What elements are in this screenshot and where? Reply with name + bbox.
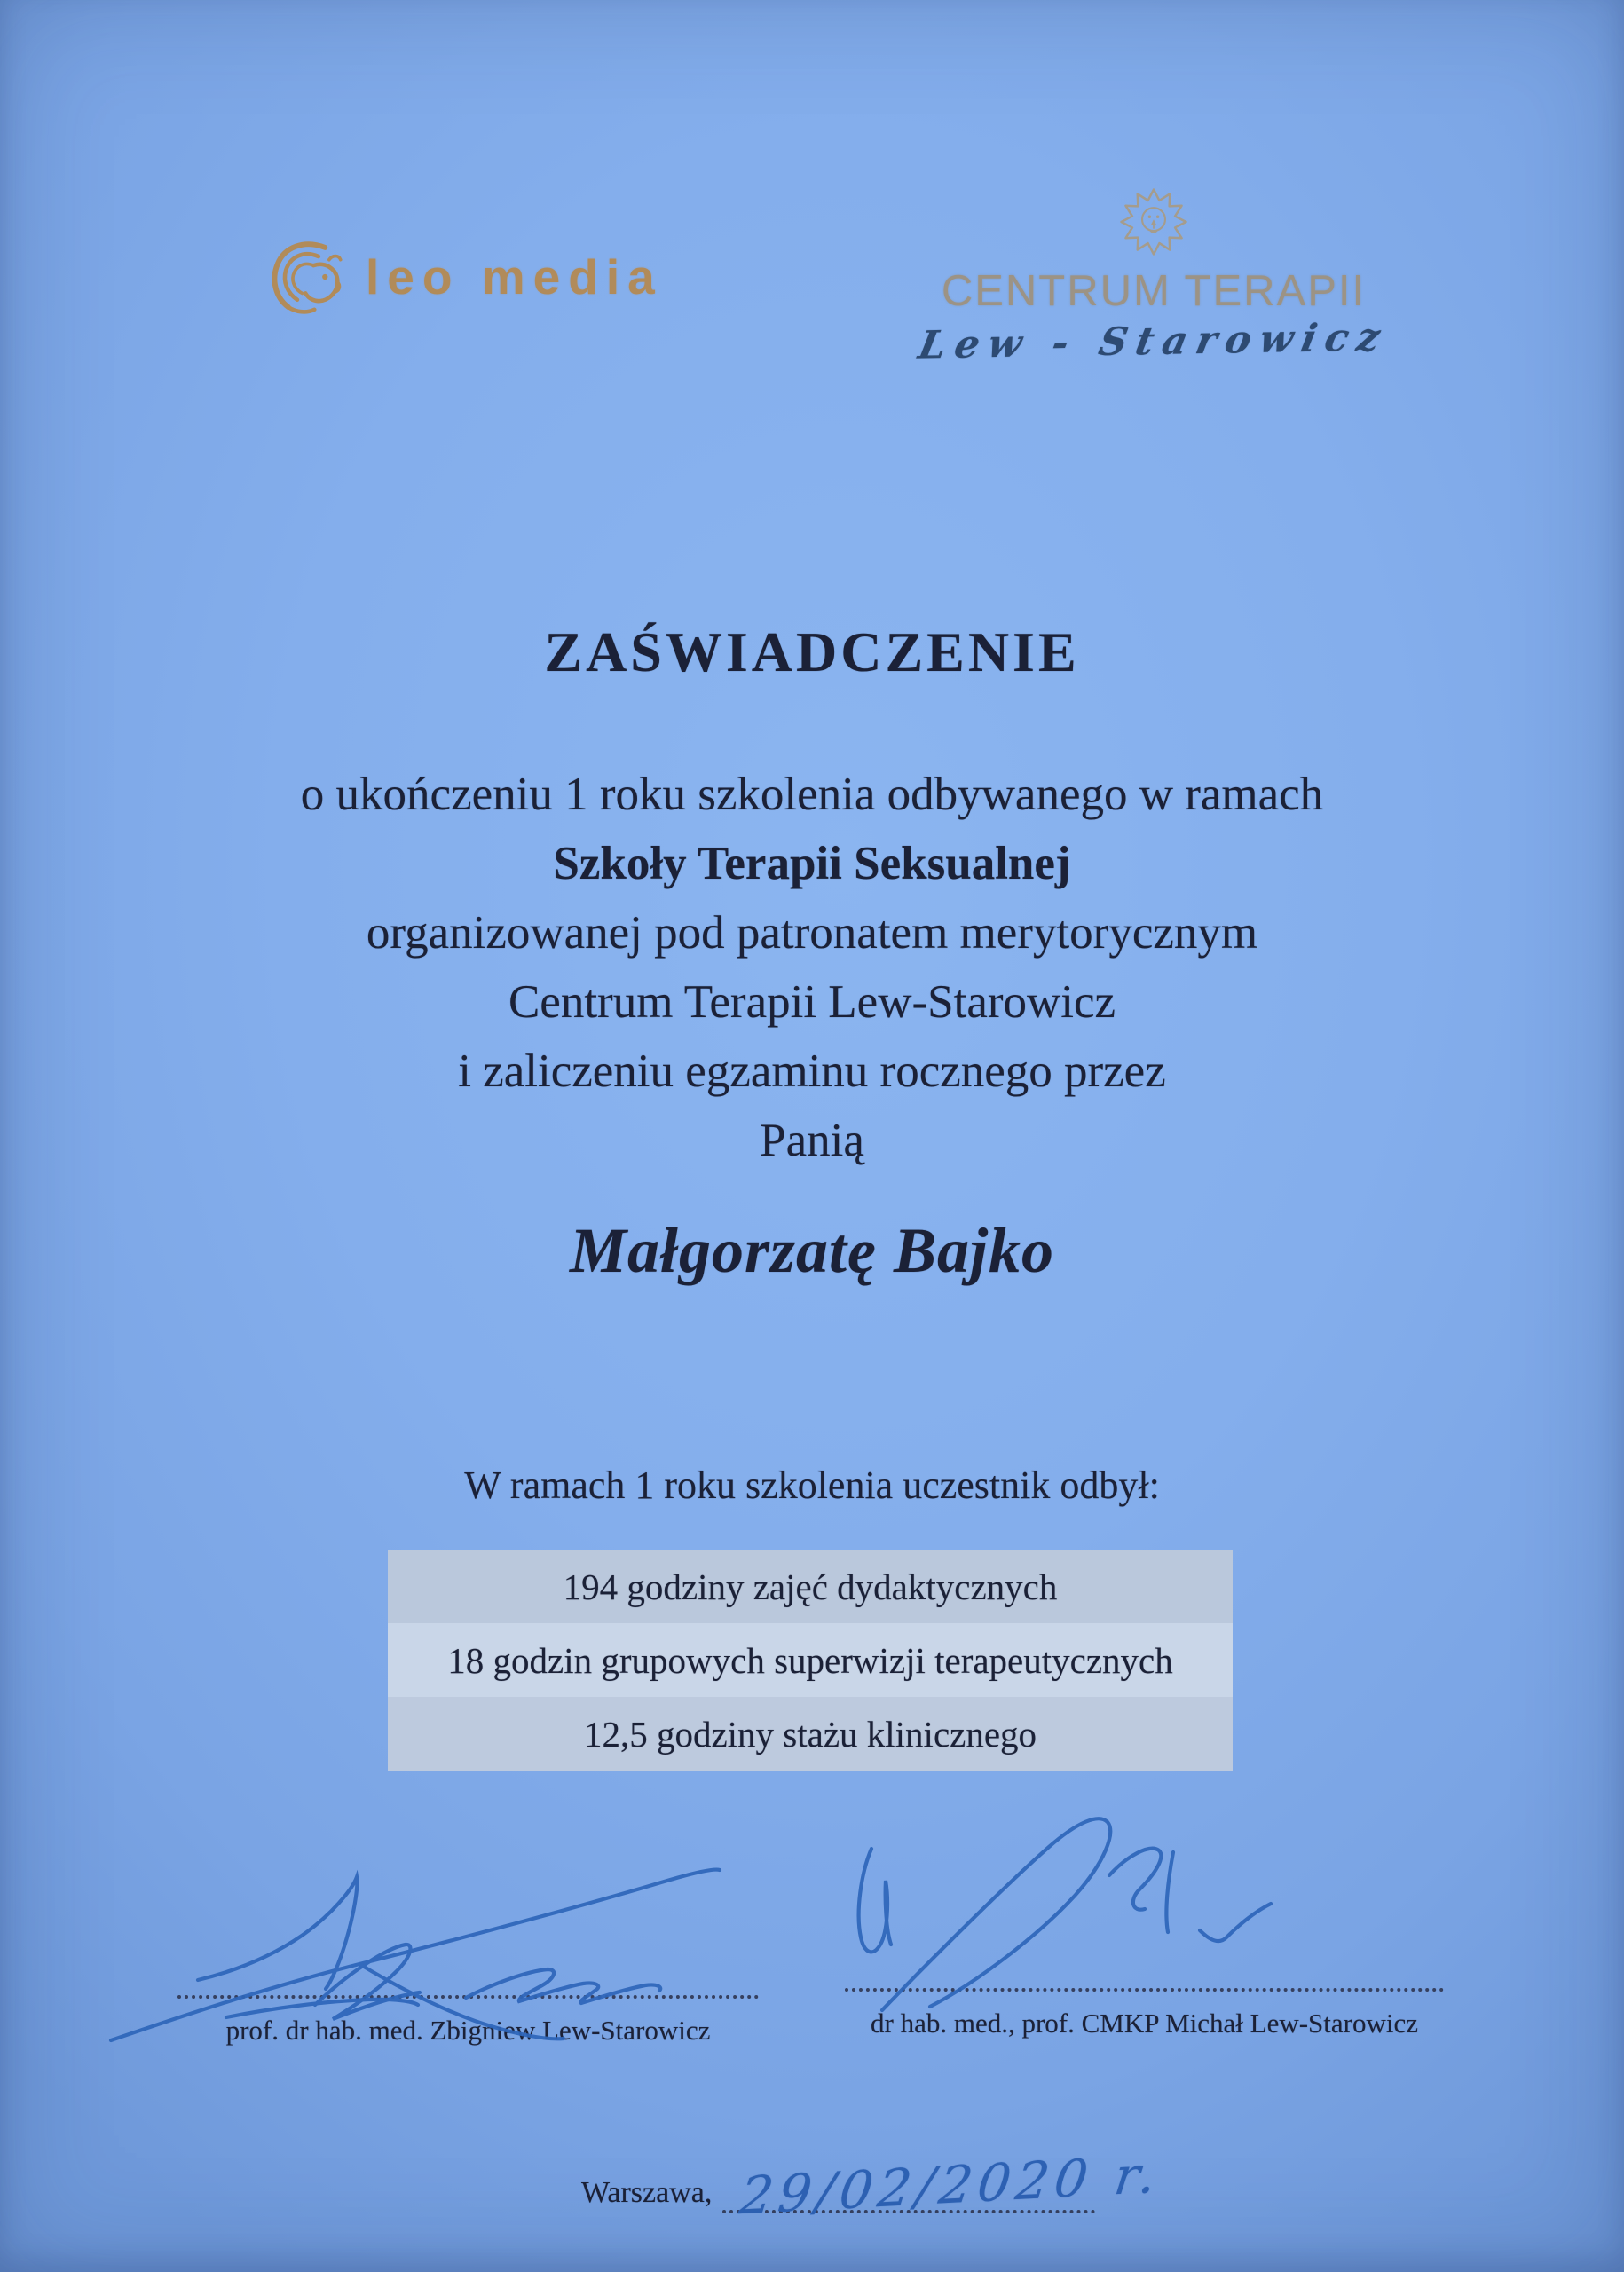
leo-media-wordmark: leo media [366,249,663,304]
intro-line: Centrum Terapii Lew-Starowicz [508,976,1116,1028]
intro-line: organizowanej pod patronatem merytorycznym [366,907,1258,958]
recipient-name: Małgorzatę Bajko [569,1215,1055,1286]
signature-block-zbigniew [177,1995,759,2047]
intro-line: o ukończeniu 1 roku szkolenia odbywanego w ramach [300,769,1324,820]
summary-heading: W ramach 1 roku szkolenia uczestnik odbył: [464,1463,1160,1507]
intro-line-school-name: Szkoły Terapii Seksualnej [553,838,1071,889]
sun-star-lion-emblem-icon [1111,179,1196,264]
date-dotted-line [722,2143,1165,2227]
signature-dotted-line [177,1995,759,1999]
date-line [581,2143,1165,2227]
centrum-terapii-logo [914,179,1393,368]
centrum-terapii-wordmark: CENTRUM TERAPII [941,267,1367,315]
intro-paragraph [0,760,1624,1175]
signature-block-michal [845,1988,1444,2039]
lion-head-icon [266,236,348,318]
intro-line: i zaliczeniu egzaminu rocznego przez [458,1045,1166,1097]
certificate-title: ZAŚWIADCZENIE [544,620,1080,683]
signature-dotted-line [845,1988,1444,1992]
signatory-name: dr hab. med., prof. CMKP Michał Lew-Starowicz [871,2008,1418,2039]
signatory-name: prof. dr hab. med. Zbigniew Lew-Starowicz [225,2015,711,2046]
handwritten-date: 29/02/2020 r. [737,2143,1165,2227]
achievements-list [388,1550,1233,1771]
achievement-row: 194 godziny zajęć dydaktycznych [388,1550,1233,1623]
intro-line: Panią [760,1115,864,1166]
lew-starowicz-script: Lew - Starowicz [914,315,1393,368]
achievement-row: 18 godzin grupowych superwizji terapeutycznych [388,1623,1233,1697]
achievement-row: 12,5 godziny stażu klinicznego [388,1697,1233,1771]
place-label: Warszawa, [581,2176,713,2209]
leo-media-logo [266,236,663,318]
